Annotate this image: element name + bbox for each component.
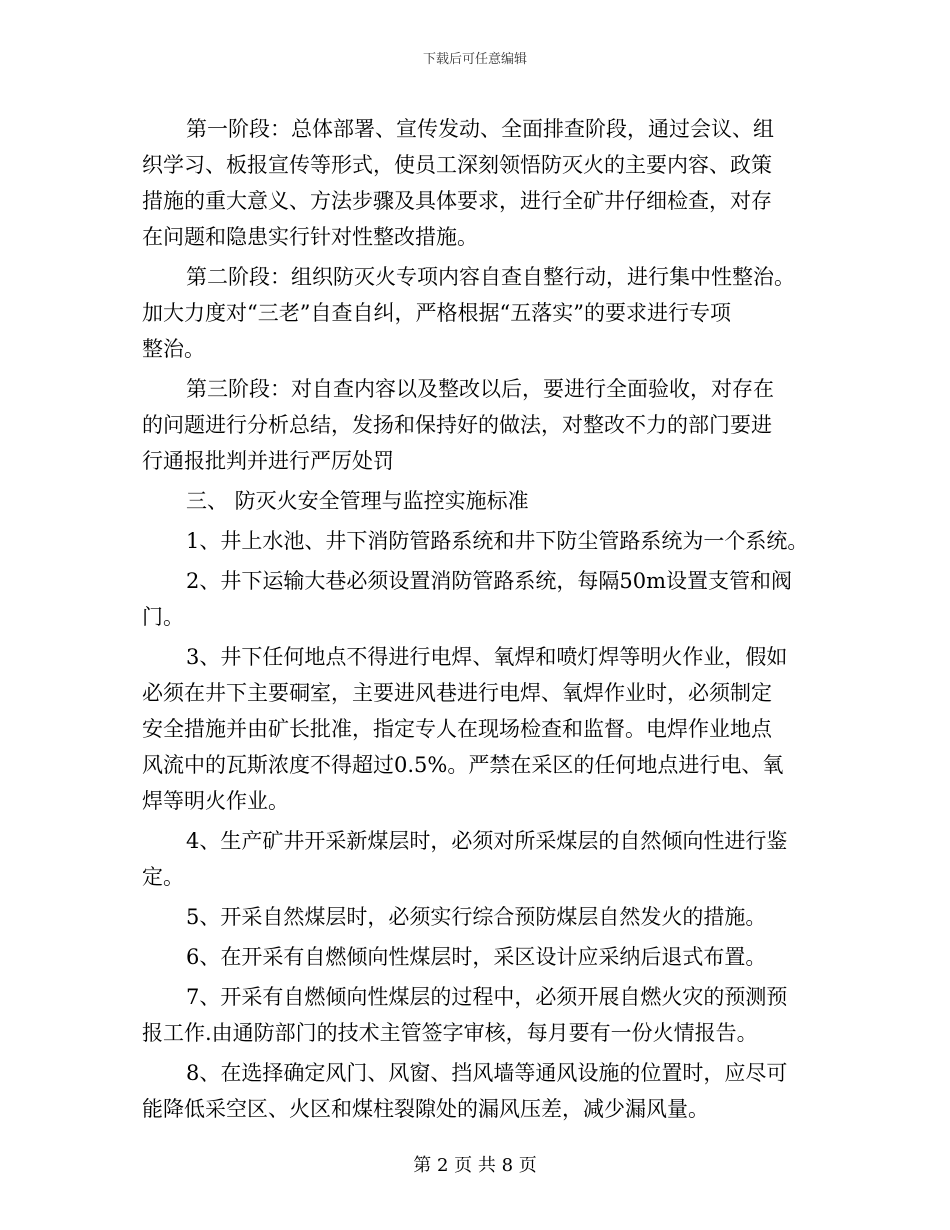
paragraph-item-1: [142, 523, 822, 559]
paragraph-line: 3、井下任何地点不得进行电焊、氧焊和喷灯焊等明火作业，假如: [186, 645, 788, 669]
paragraph-line: 能降低采空区、火区和煤柱裂隙处的漏风压差，减少漏风量。: [142, 1097, 709, 1121]
paragraph-line: 4、生产矿井开采新煤层时，必须对所采煤层的自然倾向性进行鉴: [186, 829, 788, 853]
paragraph-line: 门。: [142, 605, 184, 629]
paragraph-item-2: [142, 563, 822, 635]
paragraph-stage-3: [142, 371, 822, 479]
paragraph-line: 的问题进行分析总结，发扬和保持好的做法，对整改不力的部门要进: [142, 413, 772, 437]
paragraph-line: 焊等明火作业。: [142, 789, 289, 813]
paragraph-line: 加大力度对“三老”自查自纠，严格根据“五落实”的要求进行专项: [142, 301, 731, 325]
paragraph-line: 第二阶段：组织防灭火专项内容自查自整行动，进行集中性整治。: [186, 265, 795, 289]
page-number-footer: 第 2 页 共 8 页: [413, 1155, 537, 1176]
page-header-note: 下载后可任意编辑: [422, 52, 527, 67]
paragraph-line: 第三阶段：对自查内容以及整改以后，要进行全面验收，对存在: [186, 377, 774, 401]
paragraph-section-3-heading: [142, 483, 822, 519]
document-body: [142, 111, 822, 1127]
paragraph-line: 措施的重大意义、方法步骤及具体要求，进行全矿井仔细检查，对存: [142, 189, 772, 213]
paragraph-item-4: [142, 823, 822, 895]
paragraph-item-5: [142, 899, 822, 935]
paragraph-item-3: [142, 639, 822, 819]
paragraph-line: 安全措施并由矿长批准，指定专人在现场检查和监督。电焊作业地点: [142, 717, 772, 741]
paragraph-line: 6、在开采有自燃倾向性煤层时，采区设计应采纳后退式布置。: [186, 945, 767, 969]
paragraph-line: 整治。: [142, 337, 205, 361]
paragraph-line: 报工作.由通防部门的技术主管签字审核，每月要有一份火情报告。: [142, 1021, 758, 1045]
paragraph-line: 第一阶段：总体部署、宣传发动、全面排查阶段，通过会议、组: [186, 117, 774, 141]
paragraph-line: 在问题和隐患实行针对性整改措施。: [142, 225, 478, 249]
paragraph-item-8: [142, 1055, 822, 1127]
paragraph-line: 5、开采自然煤层时，必须实行综合预防煤层自然发火的措施。: [186, 905, 767, 929]
paragraph-line: 风流中的瓦斯浓度不得超过0.5%。严禁在采区的任何地点进行电、氧: [142, 753, 784, 777]
paragraph-line: 8、在选择确定风门、风窗、挡风墙等通风设施的位置时，应尽可: [186, 1061, 788, 1085]
paragraph-line: 2、井下运输大巷必须设置消防管路系统，每隔50m设置支管和阀: [186, 569, 792, 593]
paragraph-stage-1: [142, 111, 822, 255]
paragraph-line: 定。: [142, 865, 184, 889]
paragraph-line: 行通报批判并进行严厉处罚: [142, 449, 394, 473]
paragraph-stage-2: [142, 259, 822, 367]
paragraph-line: 织学习、板报宣传等形式，使员工深刻领悟防灭火的主要内容、政策: [142, 153, 772, 177]
paragraph-line: 必须在井下主要硐室，主要进风巷进行电焊、氧焊作业时，必须制定: [142, 681, 772, 705]
paragraph-item-7: [142, 979, 822, 1051]
paragraph-line: 1、井上水池、井下消防管路系统和井下防尘管路系统为一个系统。: [186, 529, 809, 553]
paragraph-item-6: [142, 939, 822, 975]
paragraph-line: 7、开采有自燃倾向性煤层的过程中，必须开展自燃火灾的预测预: [186, 985, 788, 1009]
paragraph-line: 三、 防灭火安全管理与监控实施标准: [186, 489, 529, 513]
